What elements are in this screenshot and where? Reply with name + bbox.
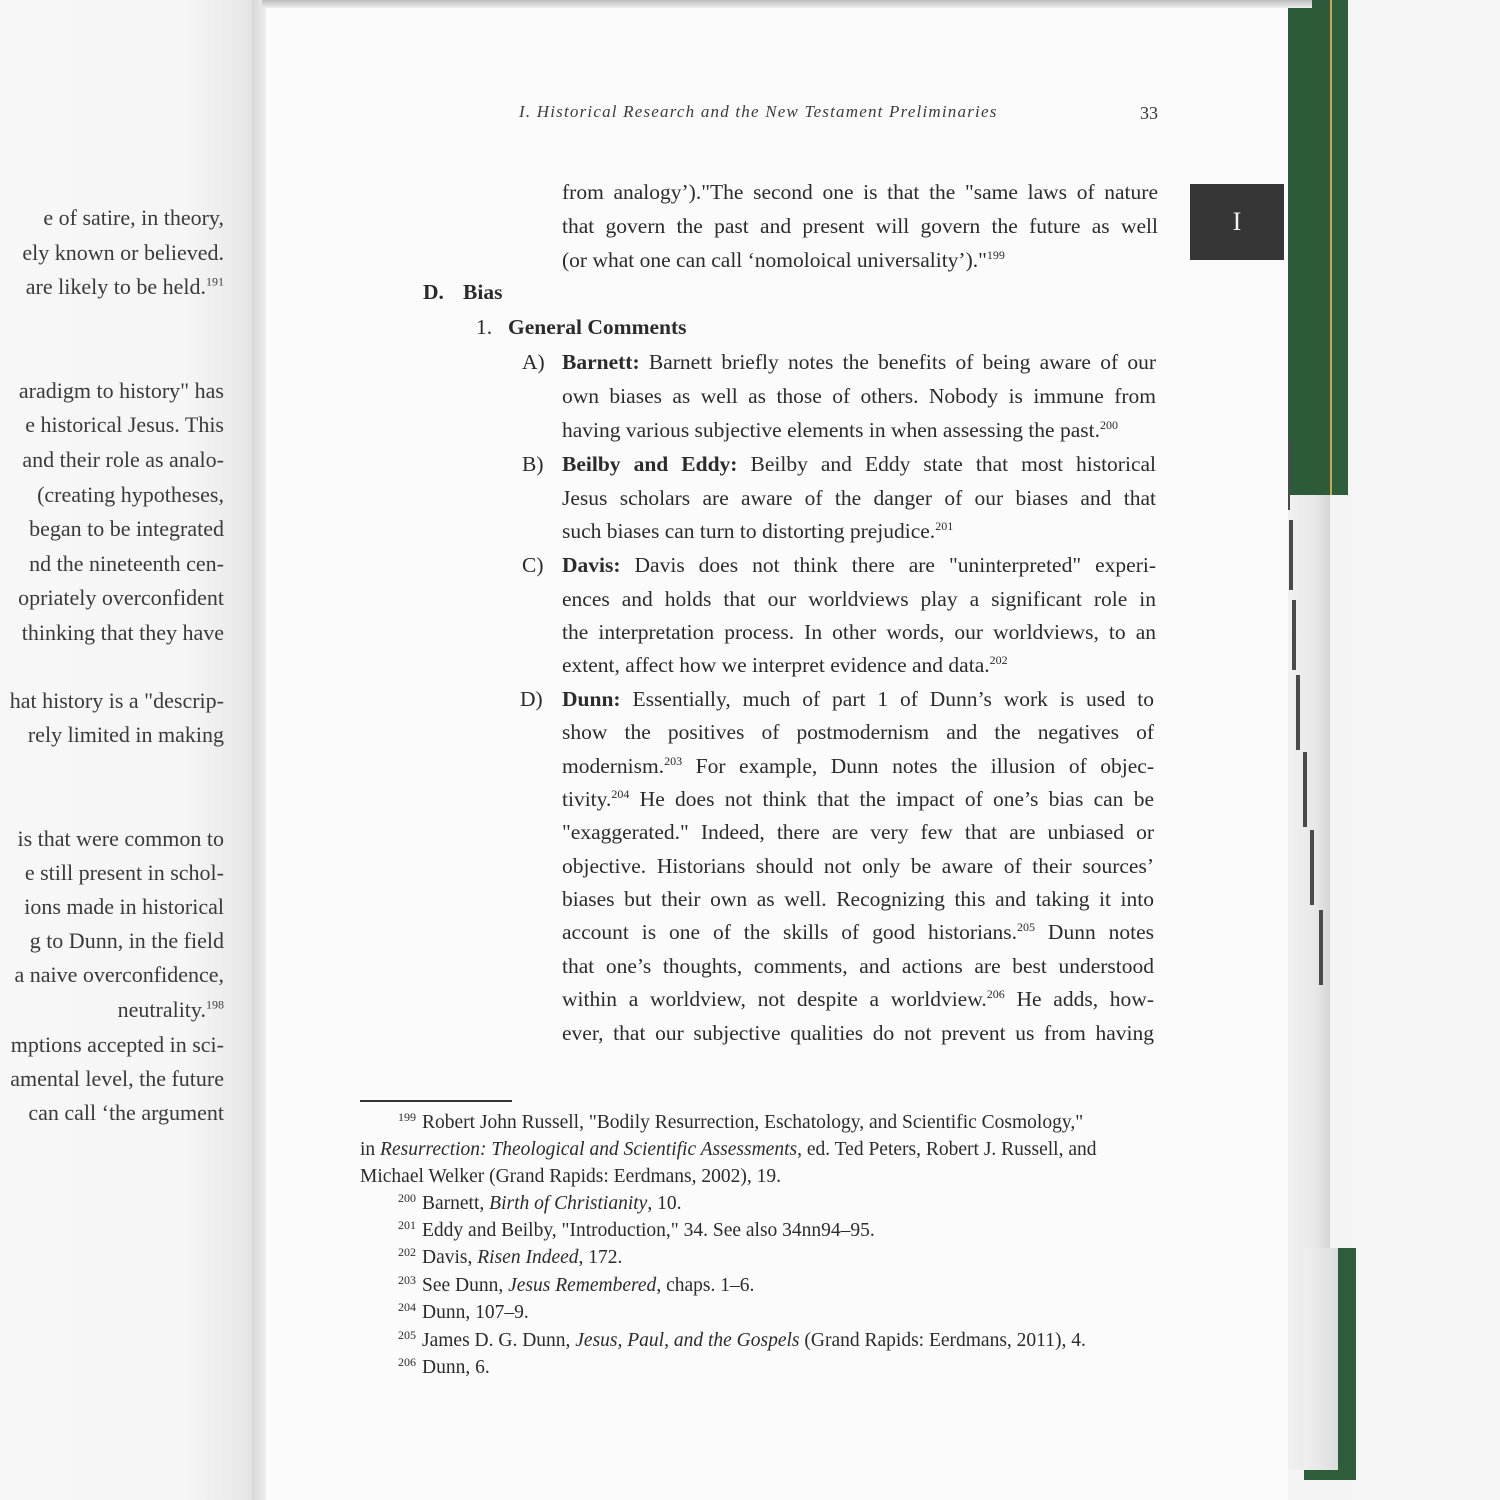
footnote-line: in Resurrection: Theological and Scientific Assessments, ed. Ted Peters, Robert J. Russell, and bbox=[360, 1139, 1097, 1160]
left-page-line: nd the nineteenth cen- bbox=[29, 551, 224, 576]
left-page-line: neutrality.$^{198}$ bbox=[117, 997, 224, 1022]
left-page-line: aradigm to history" has bbox=[18, 378, 224, 403]
body-line: ever, that our subjective qualities do not prevent us from having bbox=[562, 1021, 1154, 1045]
left-page-line: is that were common to bbox=[17, 826, 224, 851]
footnote: $^{206}$ Dunn, 6. bbox=[398, 1355, 490, 1378]
left-page-line: ions made in historical bbox=[24, 894, 224, 919]
left-page-line: are likely to be held.$^{191}$ bbox=[25, 274, 224, 299]
entry-marker: A) bbox=[522, 350, 545, 374]
page-edges-bottom bbox=[1304, 1248, 1338, 1470]
body-line: show the positives of postmodernism and the negatives of bbox=[562, 720, 1154, 744]
body-line: biases but their own as well. Recognizing this and taking it into bbox=[562, 887, 1154, 911]
body-line: Dunn: Essentially, much of part 1 of Dunn’s work is used to bbox=[562, 687, 1154, 711]
left-page-line: amental level, the future bbox=[10, 1066, 224, 1091]
thumb-tab-mark bbox=[1319, 910, 1323, 985]
left-page-line: ely known or believed. bbox=[22, 240, 224, 265]
left-page-line: a naive overconfidence, bbox=[14, 962, 224, 987]
body-line: Beilby and Eddy: Beilby and Eddy state that most historical bbox=[562, 452, 1157, 476]
entry-marker: D) bbox=[520, 687, 543, 711]
page-number: 33 bbox=[1140, 103, 1158, 123]
body-line: Jesus scholars are aware of the danger of our biases and that bbox=[562, 486, 1156, 510]
left-page-line: e of satire, in theory, bbox=[43, 205, 224, 230]
footnote: $^{205}$ James D. G. Dunn, Jesus, Paul, and the Gospels (Grand Rapids: Eerdmans, 2011), 4. bbox=[398, 1328, 1086, 1351]
entry-marker: C) bbox=[522, 553, 544, 577]
footnote: $^{199}$ Robert John Russell, "Bodily Resurrection, Eschatology, and Scientific Cosmology," bbox=[398, 1110, 1084, 1133]
left-page-line: g to Dunn, in the field bbox=[29, 928, 224, 953]
left-page-line: and their role as analo- bbox=[22, 447, 224, 472]
footnote-rule bbox=[360, 1100, 512, 1102]
left-page-line: e historical Jesus. This bbox=[25, 412, 224, 437]
left-page-line: can call ‘the argument bbox=[28, 1100, 224, 1125]
entry-marker: B) bbox=[522, 452, 544, 476]
body-line: ences and holds that our worldviews play a significant role in bbox=[562, 587, 1156, 611]
footnote-line: Michael Welker (Grand Rapids: Eerdmans, 2002), 19. bbox=[360, 1166, 782, 1187]
thumb-tab-mark bbox=[1310, 830, 1314, 905]
footnote: $^{200}$ Barnett, Birth of Christianity, 10. bbox=[398, 1191, 682, 1214]
left-page-line: (creating hypotheses, bbox=[37, 482, 224, 507]
background bbox=[1346, 0, 1500, 1500]
body-line: Davis: Davis does not think there are "uninterpreted" experi- bbox=[562, 553, 1156, 577]
section-letter: D. bbox=[423, 280, 444, 304]
body-line: such biases can turn to distorting prejudice.$^{201}$ bbox=[562, 519, 954, 543]
left-page-line: hat history is a "descrip- bbox=[9, 688, 224, 713]
left-page-line: began to be integrated bbox=[29, 516, 224, 541]
left-page-line: thinking that they have bbox=[21, 620, 224, 645]
page-top-edge bbox=[262, 0, 1312, 8]
body-line: (or what one can call ‘nomoloical universality’)."$^{199}$ bbox=[562, 248, 1005, 272]
body-line: tivity.$^{204}$ He does not think that the impact of one’s bias can be bbox=[562, 787, 1155, 811]
left-page-line: rely limited in making bbox=[27, 722, 224, 747]
thumb-tab-mark bbox=[1292, 600, 1296, 670]
book-spine-strip bbox=[1330, 0, 1348, 495]
chapter-tab: I bbox=[1190, 184, 1284, 260]
left-page bbox=[0, 0, 262, 1500]
body-line: own biases as well as those of others. Nobody is immune from bbox=[562, 384, 1156, 408]
running-head: I. Historical Research and the New Testament Preliminaries bbox=[519, 102, 998, 121]
thumb-tab-mark bbox=[1303, 752, 1307, 827]
body-line: "exaggerated." Indeed, there are very few that are unbiased or bbox=[562, 820, 1154, 844]
body-line: that one’s thoughts, comments, and actions are best understood bbox=[562, 954, 1154, 978]
left-page-line: opriately overconfident bbox=[18, 585, 224, 610]
left-page-line: e still present in schol- bbox=[24, 860, 224, 885]
footnote: $^{204}$ Dunn, 107–9. bbox=[398, 1300, 529, 1323]
body-line: the interpretation process. In other words, our worldviews, to an bbox=[562, 620, 1156, 644]
body-line: within a worldview, not despite a worldview.$^{206}$ He adds, how- bbox=[562, 987, 1154, 1011]
subsection-title: General Comments bbox=[508, 315, 687, 339]
left-page-line: mptions accepted in sci- bbox=[10, 1032, 224, 1057]
subsection-number: 1. bbox=[476, 315, 493, 339]
body-line: objective. Historians should not only be aware of their sources’ bbox=[562, 854, 1154, 878]
footnote: $^{203}$ See Dunn, Jesus Remembered, chaps. 1–6. bbox=[398, 1273, 755, 1296]
body-line: that govern the past and present will govern the future as well bbox=[562, 214, 1158, 238]
footnote: $^{201}$ Eddy and Beilby, "Introduction," 34. See also 34nn94–95. bbox=[398, 1218, 875, 1241]
thumb-tab-mark bbox=[1289, 520, 1293, 590]
thumb-tab-mark bbox=[1296, 675, 1300, 750]
body-line: account is one of the skills of good historians.$^{205}$ Dunn notes bbox=[562, 920, 1154, 944]
footnote: $^{202}$ Davis, Risen Indeed, 172. bbox=[398, 1245, 623, 1268]
body-line: modernism.$^{203}$ For example, Dunn notes the illusion of objec- bbox=[562, 754, 1154, 778]
body-line: Barnett: Barnett briefly notes the benefits of being aware of our bbox=[562, 350, 1157, 374]
body-line: extent, affect how we interpret evidence and data.$^{202}$ bbox=[562, 653, 1008, 677]
body-line: having various subjective elements in when assessing the past.$^{200}$ bbox=[562, 418, 1118, 442]
section-title: Bias bbox=[463, 280, 503, 304]
body-line: from analogy’)."The second one is that the "same laws of nature bbox=[562, 180, 1158, 204]
